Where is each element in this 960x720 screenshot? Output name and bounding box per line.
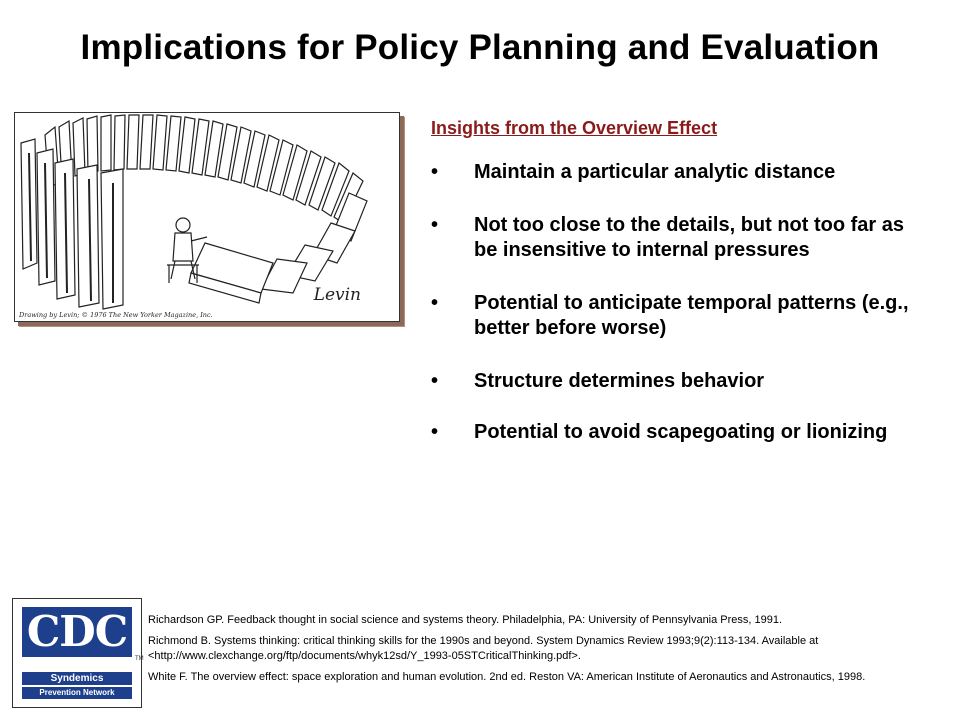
reference-item: Richardson GP. Feedback thought in social science and systems theory. Philadelphia, PA: University of Pennsylvania Press, 1991. (148, 614, 783, 626)
list-item (431, 213, 931, 263)
list-item (431, 369, 931, 394)
bullet-icon: • (431, 370, 439, 392)
insights-list (431, 160, 931, 473)
trademark-mark: TM (135, 656, 144, 662)
list-item (431, 420, 931, 445)
logo-prevention-network: Prevention Network (22, 687, 132, 699)
bullet-icon: • (431, 161, 439, 183)
list-item (431, 291, 931, 341)
cdc-letters: CDC (22, 607, 132, 657)
bullet-icon: • (431, 421, 439, 443)
bullet-text: Potential to avoid scapegoating or lionizing (474, 421, 888, 443)
bullet-text: Not too close to the details, but not too far as be insensitive to internal pressures (474, 214, 905, 261)
reference-item: Richmond B. Systems thinking: critical thinking skills for the 1990s and beyond. System Dynamics Review 1993;9(2):113-134. Available at <http://www.clexchange.org/ftp/documents/whyk12sd/Y_1993-05STCriticalThinking.pdf>. (148, 635, 819, 662)
insights-heading: Insights from the Overview Effect (431, 118, 718, 138)
bullet-icon: • (431, 292, 439, 314)
bullet-text: Potential to anticipate temporal patterns (e.g., better before worse) (474, 292, 909, 339)
reference-item: White F. The overview effect: space exploration and human evolution. 2nd ed. Reston VA: American Institute of Aeronautics and Astronautics, 1998. (148, 671, 866, 683)
cartoon-illustration (14, 112, 400, 322)
bullet-icon: • (431, 214, 439, 236)
bullet-text: Structure determines behavior (474, 370, 765, 392)
references (148, 613, 948, 691)
bullet-text: Maintain a particular analytic distance (474, 161, 836, 183)
list-item (431, 160, 931, 185)
logo-syndemics: Syndemics (22, 672, 132, 685)
cartoon-signature: Levin (313, 285, 361, 305)
slide-title: Implications for Policy Planning and Evaluation (80, 28, 880, 67)
cdc-logo (12, 598, 142, 708)
cartoon-credit: Drawing by Levin; © 1976 The New Yorker Magazine, Inc. (19, 311, 213, 319)
